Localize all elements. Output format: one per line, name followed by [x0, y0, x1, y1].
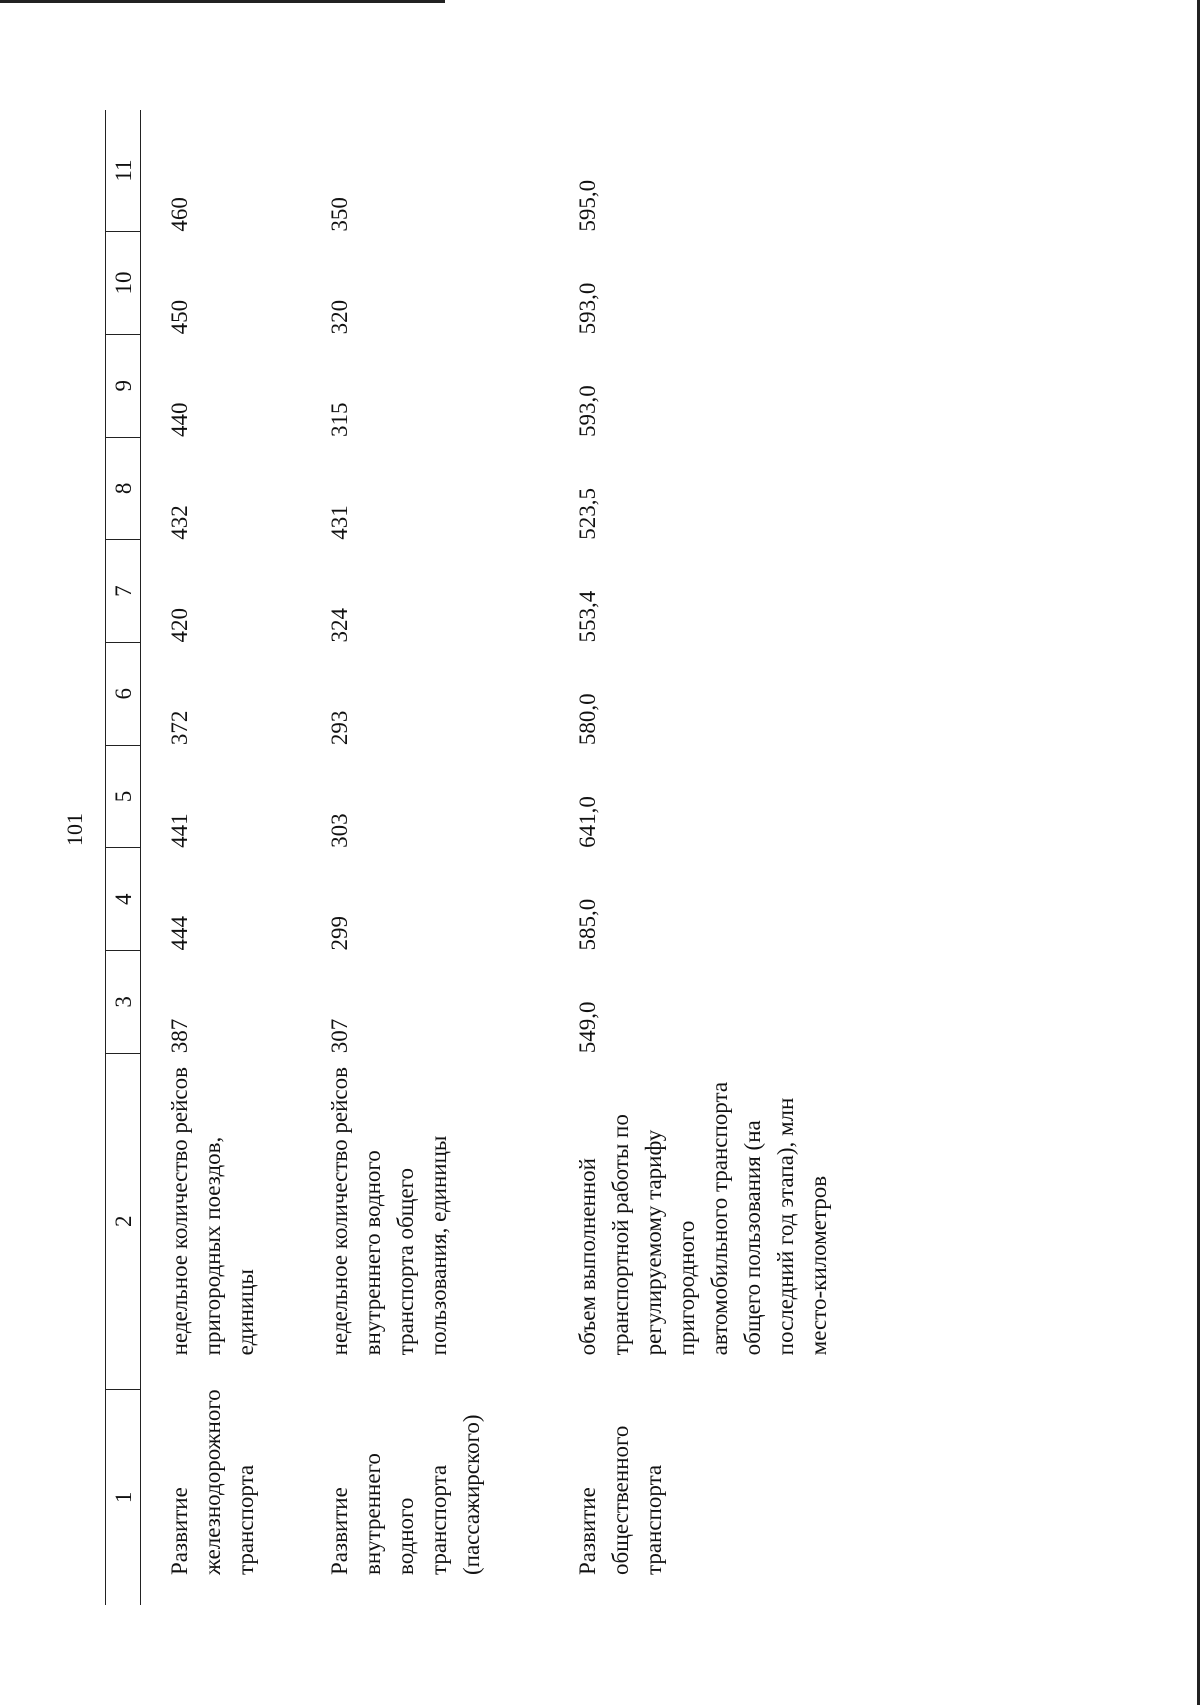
value-cell: 315 — [327, 402, 352, 438]
column-header: 1 — [106, 1389, 141, 1605]
value-cell: 350 — [327, 197, 352, 232]
indicator-cell: недельное количество рейсов внутреннего водного транспорта общего пользования, единицы — [327, 1067, 451, 1356]
value-cell: 593,0 — [575, 282, 600, 335]
value-cell: 641,0 — [575, 796, 600, 848]
value-cell: 299 — [327, 916, 352, 951]
value-cell: 320 — [327, 299, 352, 335]
value-cell: 580,0 — [575, 693, 600, 746]
value-cell: 387 — [167, 1018, 192, 1054]
indicators-table — [105, 110, 901, 1605]
value-cell: 324 — [327, 607, 352, 643]
section-cell: Развитие внутреннего водного транспорта (пассажирского) — [327, 1414, 484, 1575]
column-header: 11 — [106, 110, 141, 232]
column-header: 10 — [106, 232, 141, 335]
rotated-table-container — [105, 110, 1105, 1605]
value-cell: 450 — [167, 299, 192, 335]
table-row — [549, 110, 901, 1605]
value-cell: 523,5 — [575, 487, 600, 540]
column-header: 2 — [106, 1053, 141, 1389]
value-cell: 593,0 — [575, 385, 600, 438]
value-cell: 585,0 — [575, 898, 600, 951]
table-row — [141, 110, 302, 1605]
value-cell: 460 — [167, 197, 192, 232]
value-cell: 431 — [327, 505, 352, 540]
value-cell: 293 — [327, 710, 352, 746]
indicator-cell: объем выполненной транспортной работы по регулируемому тарифу пригородного автомобильного транспорта общего пользования (на последний год этапа), млн место-километров — [575, 1081, 831, 1356]
section-cell: Развитие общественного транспорта — [575, 1425, 666, 1575]
column-header: 8 — [106, 437, 141, 540]
header-row — [106, 110, 141, 1605]
scan-edge-top — [0, 0, 445, 3]
value-cell: 303 — [327, 813, 352, 848]
value-cell: 549,0 — [575, 1001, 600, 1054]
value-cell: 420 — [167, 607, 192, 643]
table-row — [301, 110, 549, 1605]
indicator-cell: недельное количество рейсов пригородных поездов, единицы — [167, 1067, 258, 1356]
column-header: 5 — [106, 745, 141, 848]
value-cell: 595,0 — [575, 179, 600, 232]
value-cell: 307 — [327, 1018, 352, 1054]
column-header: 6 — [106, 642, 141, 745]
page-number: 101 — [62, 813, 87, 846]
section-cell: Развитие железнодорожного транспорта — [167, 1389, 258, 1575]
value-cell: 441 — [167, 813, 192, 848]
column-header: 7 — [106, 540, 141, 643]
value-cell: 440 — [167, 402, 192, 438]
column-header: 9 — [106, 334, 141, 437]
column-header: 4 — [106, 848, 141, 951]
value-cell: 372 — [167, 710, 192, 746]
value-cell: 553,4 — [575, 590, 600, 643]
value-cell: 444 — [167, 916, 192, 951]
value-cell: 432 — [167, 505, 192, 540]
column-header: 3 — [106, 951, 141, 1054]
